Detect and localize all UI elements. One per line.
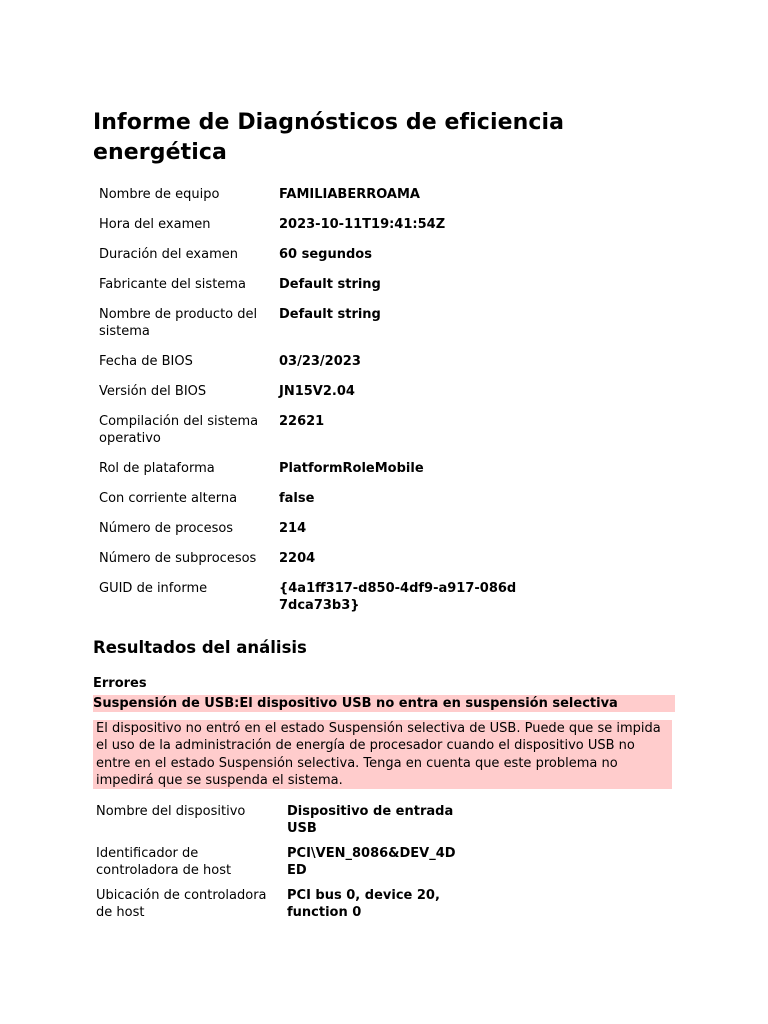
info-label: Compilación del sistema operativo: [99, 414, 259, 446]
analysis-results-heading: Resultados del análisis: [93, 638, 307, 657]
info-label: Duración del examen: [99, 247, 238, 262]
info-value: Default string: [279, 277, 381, 292]
info-label: Nombre de equipo: [99, 187, 220, 202]
info-row: [93, 347, 530, 377]
error-description: El dispositivo no entró en el estado Suspensión selectiva de USB. Puede que se impida el uso de la administración de energía de procesador cuando el dispositivo USB no entre en el estado Suspensión selectiva. Tenga en cuenta que este problema no impedirá que se suspenda el sistema.: [93, 720, 672, 789]
detail-row: [93, 803, 460, 845]
info-row: [93, 210, 530, 240]
info-row: [93, 484, 530, 514]
info-value: PlatformRoleMobile: [279, 461, 424, 476]
detail-value: Dispositivo de entrada USB: [287, 804, 454, 837]
info-label: Número de subprocesos: [99, 551, 257, 566]
detail-label: Identificador de controladora de host: [96, 846, 232, 879]
error-details-table: [93, 803, 460, 929]
info-row: [93, 514, 530, 544]
report-page: [93, 108, 678, 929]
info-value: FAMILIABERROAMA: [279, 187, 420, 202]
info-label: Rol de plataforma: [99, 461, 215, 476]
info-row: [93, 377, 530, 407]
info-value: 22621: [279, 414, 325, 429]
detail-row: [93, 845, 460, 887]
detail-row: [93, 887, 460, 929]
info-row: [93, 407, 530, 454]
info-value: 214: [279, 521, 307, 536]
system-info-table: [93, 180, 530, 621]
info-value: false: [279, 491, 315, 506]
info-label: Hora del examen: [99, 217, 211, 232]
info-value: 2023-10-11T19:41:54Z: [279, 217, 446, 232]
info-row: [93, 544, 530, 574]
info-label: Número de procesos: [99, 521, 234, 536]
info-row: [93, 180, 530, 210]
detail-label: Ubicación de controladora de host: [96, 888, 267, 921]
info-label: Fabricante del sistema: [99, 277, 246, 292]
detail-value: PCI\VEN_8086&DEV_4DED: [287, 846, 456, 879]
detail-label: Nombre del dispositivo: [96, 804, 246, 820]
error-title: Suspensión de USB:El dispositivo USB no entra en suspensión selectiva: [93, 695, 675, 712]
errors-label: Errores: [93, 676, 147, 691]
info-row: [93, 454, 530, 484]
info-label: Fecha de BIOS: [99, 354, 193, 369]
info-value: Default string: [279, 307, 381, 322]
info-value: 2204: [279, 551, 316, 566]
info-row: [93, 240, 530, 270]
info-value: 03/23/2023: [279, 354, 361, 369]
info-row: [93, 270, 530, 300]
info-row: [93, 300, 530, 347]
info-label: Con corriente alterna: [99, 491, 238, 506]
page-title: Informe de Diagnósticos de eficiencia energética: [93, 110, 565, 165]
info-value: {4a1ff317-d850-4df9-a917-086d7dca73b3}: [279, 581, 517, 613]
info-label: GUID de informe: [99, 581, 208, 596]
info-value: JN15V2.04: [279, 384, 355, 399]
info-row: [93, 574, 530, 621]
info-label: Nombre de producto del sistema: [99, 307, 258, 339]
detail-value: PCI bus 0, device 20, function 0: [287, 888, 440, 921]
info-value: 60 segundos: [279, 247, 372, 262]
info-label: Versión del BIOS: [99, 384, 207, 399]
